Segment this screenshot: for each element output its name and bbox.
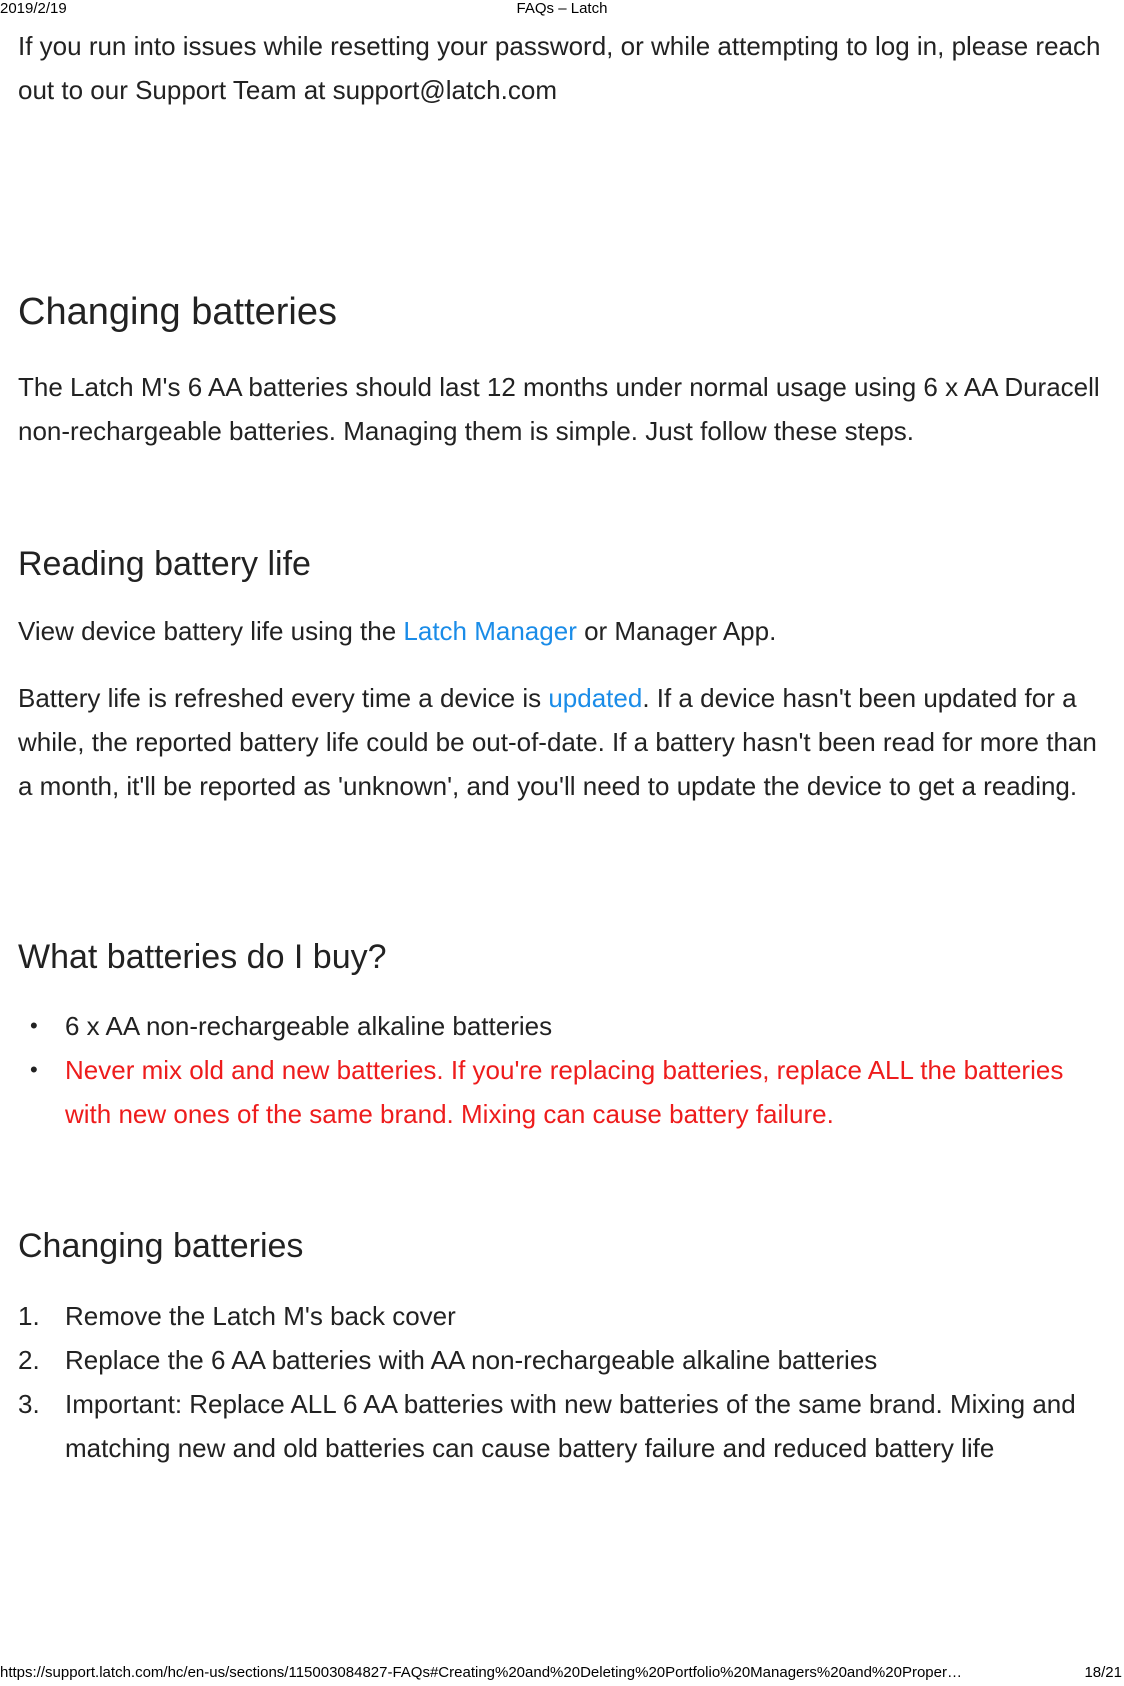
print-page-title: FAQs – Latch [516, 0, 608, 17]
battery-life-refresh-paragraph [18, 676, 1112, 808]
step-text: Important: Replace ALL 6 AA batteries with new batteries of the same brand. Mixing and matching new and old batteries can cause battery failure and reduced battery life [65, 1389, 1076, 1463]
intro-section [18, 24, 1112, 112]
print-footer [0, 1664, 1124, 1682]
section-heading-what-batteries: What batteries do I buy? [18, 938, 387, 976]
updated-link[interactable]: updated [548, 683, 643, 713]
battery-life-view-text: View device battery life using the [18, 616, 404, 646]
section-heading-reading-battery-life: Reading battery life [18, 545, 311, 583]
bullet-icon: • [30, 1057, 38, 1082]
step-number: 3. [18, 1389, 40, 1419]
step-text: Replace the 6 AA batteries with AA non-rechargeable alkaline batteries [65, 1345, 878, 1375]
list-item [18, 1294, 1112, 1338]
changing-batteries-intro: The Latch M's 6 AA batteries should last 12 months under normal usage using 6 x AA Duracell non-rechargeable batteries. Managing them is simple. Just follow these steps. [18, 372, 1100, 446]
section-heading-changing-batteries: Changing batteries [18, 291, 337, 333]
list-item [18, 1382, 1112, 1470]
battery-life-view-paragraph [18, 609, 1112, 653]
list-item [18, 1004, 1112, 1048]
step-text: Remove the Latch M's back cover [65, 1301, 456, 1331]
bullet-icon: • [30, 1013, 38, 1038]
section-heading-changing-batteries-steps: Changing batteries [18, 1227, 304, 1265]
latch-manager-link[interactable]: Latch Manager [403, 616, 577, 646]
battery-steps-list [18, 1294, 1112, 1470]
list-item-text: 6 x AA non-rechargeable alkaline batteries [65, 1011, 553, 1041]
battery-life-view-text-end: or Manager App. [576, 616, 777, 646]
battery-life-refresh-text-end: . If a device hasn't been updated for a while, the reported battery life could be out-of-date. If a battery hasn't been read for more than a month, it'll be reported as 'unknown', and you'll need to update the device to get a reading. [18, 683, 1097, 801]
battery-requirements-list [18, 1004, 1112, 1136]
print-date: 2019/2/19 [0, 0, 67, 17]
print-page-number: 18/21 [1084, 1664, 1122, 1681]
battery-life-refresh-text: Battery life is refreshed every time a device is [18, 683, 549, 713]
print-header [0, 0, 1124, 18]
step-number: 1. [18, 1301, 40, 1331]
list-item-warning-text: Never mix old and new batteries. If you're replacing batteries, replace ALL the batteries with new ones of the same brand. Mixing can cause battery failure. [65, 1055, 1064, 1129]
intro-paragraph: If you run into issues while resetting your password, or while attempting to log in, please reach out to our Support Team at support@latch.com [18, 31, 1101, 105]
step-number: 2. [18, 1345, 40, 1375]
list-item [18, 1338, 1112, 1382]
list-item-warning [18, 1048, 1112, 1136]
print-url: https://support.latch.com/hc/en-us/sections/115003084827-FAQs#Creating%20and%20Deleting%20Portfolio%20Managers%20and%20Proper… [0, 1664, 962, 1681]
